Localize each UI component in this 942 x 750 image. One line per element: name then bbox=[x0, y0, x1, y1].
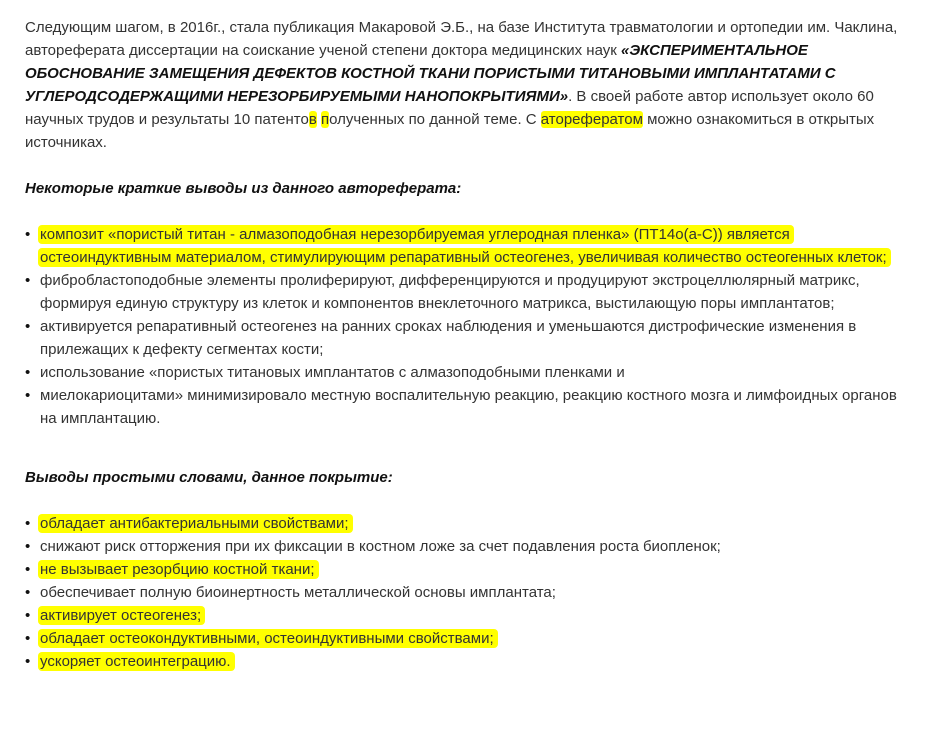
spacer bbox=[25, 154, 905, 177]
spacer bbox=[25, 489, 905, 512]
bullet-icon: • bbox=[25, 318, 31, 335]
list-item bbox=[25, 512, 905, 535]
spacer bbox=[25, 430, 905, 466]
intro-text-part2: . В своей работе автор использует около 60 научных трудов и результаты 10 патенто bbox=[25, 88, 874, 128]
list-item-text-highlighted: не вызывает резорбцию костной ткани; bbox=[38, 560, 319, 579]
list-item-text: активируется репаративный остеогенез на ранних сроках наблюдения и уменьшаются дистрофические изменения в прилежащих к дефекту сегментах кости; bbox=[40, 318, 857, 358]
list-item bbox=[25, 223, 905, 269]
bullet-icon: • bbox=[25, 387, 31, 404]
intro-paragraph bbox=[25, 16, 905, 154]
section1-heading: Некоторые краткие выводы из данного автореферата: bbox=[25, 180, 462, 197]
list-item bbox=[25, 269, 905, 315]
section1-list bbox=[25, 223, 905, 430]
list-item-text-highlighted: обладает антибактериальными свойствами; bbox=[38, 514, 353, 533]
list-item bbox=[25, 650, 905, 673]
list-item-text-highlighted: ускоряет остеоинтеграцию. bbox=[38, 652, 235, 671]
list-item-text-highlighted: обладает остеокондуктивными, остеоиндуктивными свойствами; bbox=[38, 629, 498, 648]
intro-text-part4: олученных по данной теме. С bbox=[329, 111, 541, 128]
highlighted-letter-v: в bbox=[308, 111, 317, 128]
list-item-text-highlighted: активирует остеогенез; bbox=[38, 606, 205, 625]
intro-text-part5: можно ознакомиться в открытых источниках. bbox=[25, 111, 875, 151]
bullet-icon: • bbox=[25, 538, 31, 555]
abstract-link[interactable]: аторефератом bbox=[540, 111, 643, 128]
list-item-text: снижают риск отторжения при их фиксации в костном ложе за счет подавления роста биопленок; bbox=[40, 538, 721, 555]
list-item-text: использование «пористых титановых имплантатов с алмазоподобными пленками и bbox=[40, 364, 625, 381]
list-item bbox=[25, 384, 905, 430]
bullet-icon: • bbox=[25, 272, 31, 289]
bullet-icon: • bbox=[25, 515, 31, 532]
highlighted-letter-p: п bbox=[321, 111, 330, 128]
list-item bbox=[25, 604, 905, 627]
list-item-text-highlighted: композит «пористый титан - алмазоподобная нерезорбируемая углеродная пленка» (ПТ14о(а-С)) является остеоиндуктивным материалом, стимулирующим репаративный остеогенез, увеличивая количество остеогенных клеток; bbox=[38, 225, 891, 267]
list-item-text: миелокариоцитами» минимизировало местную воспалительную реакцию, реакцию костного мозга и лимфоидных органов на имплантацию. bbox=[40, 387, 897, 427]
bullet-icon: • bbox=[25, 584, 31, 601]
section2-list bbox=[25, 512, 905, 673]
list-item-text: фибробластоподобные элементы пролиферируют, дифференцируются и продуцируют экстроцеллюлярный матрикс, формируя единую структуру из клеток и компонентов внеклеточного матрикса, выстилающую поры имплантатов; bbox=[40, 272, 860, 312]
section2-heading: Выводы простыми словами, данное покрытие: bbox=[25, 469, 393, 486]
list-item bbox=[25, 627, 905, 650]
spacer bbox=[25, 200, 905, 223]
list-item bbox=[25, 581, 905, 604]
list-item bbox=[25, 535, 905, 558]
article-body bbox=[25, 16, 905, 673]
dissertation-title: «ЭКСПЕРИМЕНТАЛЬНОЕ ОБОСНОВАНИЕ ЗАМЕЩЕНИЯ ДЕФЕКТОВ КОСТНОЙ ТКАНИ ПОРИСТЫМИ ТИТАНОВЫМИ ИМПЛАНТАТАМИ С УГЛЕРОДСОДЕРЖАЩИМИ НЕРЕЗОРБИРУЕМЫМИ НАНОПОКРЫТИЯМИ» bbox=[25, 42, 836, 105]
bullet-icon: • bbox=[25, 630, 31, 647]
bullet-icon: • bbox=[25, 607, 31, 624]
bullet-icon: • bbox=[25, 653, 31, 670]
bullet-icon: • bbox=[25, 364, 31, 381]
intro-text-part1: Следующим шагом, в 2016г., стала публикация Макаровой Э.Б., на базе Института травматологии и ортопедии им. Чаклина, автореферата диссертации на соискание ученой степени доктора медицинских наук bbox=[25, 19, 898, 59]
list-item bbox=[25, 315, 905, 361]
list-item bbox=[25, 558, 905, 581]
bullet-icon: • bbox=[25, 226, 31, 243]
bullet-icon: • bbox=[25, 561, 31, 578]
list-item-text: обеспечивает полную биоинертность металлической основы имплантата; bbox=[40, 584, 556, 601]
list-item bbox=[25, 361, 905, 384]
